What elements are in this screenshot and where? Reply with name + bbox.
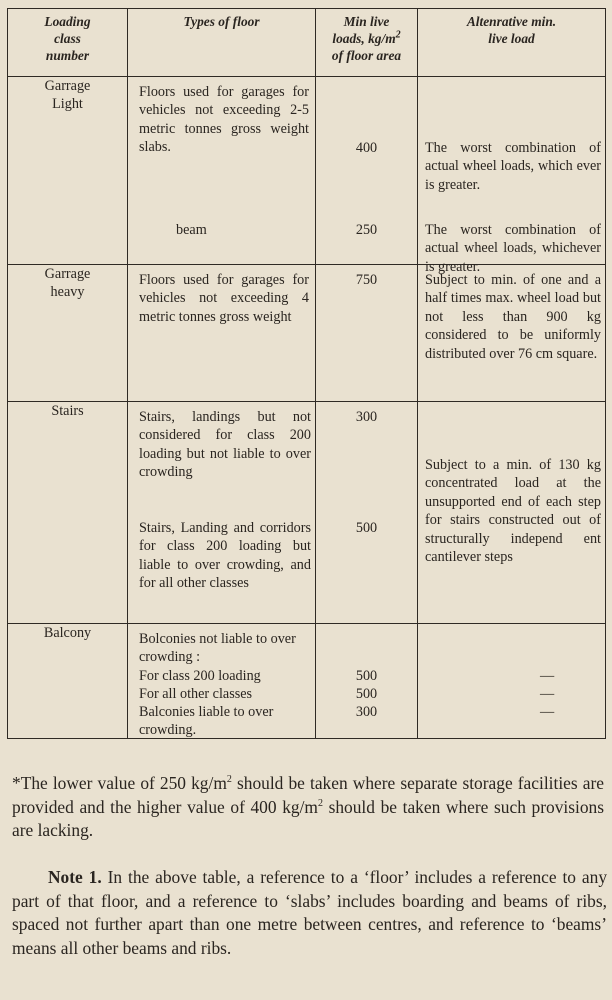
header-alternative-load	[418, 9, 606, 77]
class-cell	[8, 265, 128, 402]
note-text: In the above table, a reference to a ‘floor’ includes a reference to any part of that floor, and a reference to ‘slabs’ includes boarding and beams of ribs, spaced not further apart than one metre between centres, and reference to ‘beams’ means all other beams and ribs.	[12, 867, 608, 958]
load-value: 500	[355, 520, 378, 536]
alt-load-text: The worst combination of actual wheel loads, which ever is greater.	[425, 140, 601, 193]
floor-description: For class 200 loading	[139, 668, 261, 684]
load-value: 500	[355, 686, 378, 702]
header-text: live load	[488, 31, 535, 46]
header-text: number	[45, 48, 90, 63]
alt-cell	[418, 265, 606, 402]
alt-cell	[418, 77, 606, 275]
header-min-live-loads	[316, 9, 418, 77]
table-row-garage-light	[8, 77, 606, 265]
load-value: 300	[355, 409, 378, 425]
class-cell	[8, 77, 128, 265]
class-cell	[8, 402, 128, 624]
note-1	[12, 866, 607, 960]
class-label: Garrage	[44, 266, 91, 282]
table-row-stairs	[8, 402, 606, 624]
floor-cell	[128, 402, 316, 624]
header-types-of-floor	[128, 9, 316, 77]
load-value: 400	[355, 140, 378, 156]
footnote-sup: 2	[317, 797, 323, 809]
header-unit: loads, kg/m	[332, 31, 396, 46]
header-text: Min live	[343, 14, 390, 29]
floor-description: beam	[176, 222, 207, 238]
floor-description: Floors used for garages for vehicles not exceeding 2-5 metric tonnes gross weight slabs.	[139, 84, 309, 156]
footnote-text: should be taken where such provisions are lacking.	[12, 796, 604, 840]
floor-description: For all other classes	[139, 686, 253, 702]
load-cell	[316, 402, 418, 624]
load-value: 300	[355, 704, 378, 720]
load-cell	[316, 77, 418, 265]
header-text: Altenrative min.	[466, 14, 557, 29]
header-text	[316, 30, 417, 47]
alt-cell	[418, 624, 606, 739]
header-row	[8, 9, 606, 77]
table-row-balcony	[8, 624, 606, 739]
alt-cell	[418, 402, 606, 624]
load-value: 250	[355, 222, 378, 238]
load-cell	[316, 265, 418, 402]
table-row-garage-heavy	[8, 265, 606, 402]
dash-mark: —	[540, 668, 555, 684]
floor-cell	[128, 265, 316, 402]
floor-description: Floors used for garages for vehicles not exceeding 4 metric tonnes gross weight	[139, 272, 309, 325]
dash-mark: —	[540, 686, 555, 702]
header-text: of floor area	[331, 48, 402, 63]
dash-mark: —	[540, 704, 555, 720]
class-cell	[8, 624, 128, 739]
header-text: class	[54, 31, 81, 46]
alt-load-text: Subject to a min. of 130 kg concentrated load at the unsupported end of each step for stairs constructed out of structurally independ ent cantilever steps	[425, 457, 601, 566]
load-cell	[316, 624, 418, 739]
floor-description: Bolconies not liable to over crowding :	[139, 631, 296, 666]
live-load-table	[7, 8, 606, 739]
alt-load-text: Subject to min. of one and a half times max. wheel load but not less than 900 kg considered to be uniformly distributed over 76 cm square.	[425, 272, 601, 362]
header-unit-sup: 2	[395, 29, 401, 41]
header-loading-class	[8, 9, 128, 77]
load-value: 750	[355, 272, 378, 288]
floor-description: Stairs, landings but not considered for class 200 loading but not liable to over crowding	[139, 409, 311, 481]
footnote-text: *The lower value of 250 kg/m	[12, 773, 227, 793]
header-text: Types of floor	[183, 14, 260, 29]
class-label: Stairs	[51, 403, 84, 419]
load-value: 500	[355, 668, 378, 684]
alt-load-text: The worst combination of actual wheel loads, whichever is greater.	[425, 222, 601, 275]
floor-description: Stairs, Landing and corridors for class 200 loading but liable to over crowding, and for all other classes	[139, 520, 311, 592]
class-label: Garrage	[44, 78, 91, 94]
floor-cell	[128, 624, 316, 739]
floor-description: Balconies liable to over crowding.	[139, 704, 274, 739]
floor-cell	[128, 77, 316, 265]
note-label: Note 1.	[48, 867, 102, 887]
header-text: Loading	[44, 14, 91, 29]
class-label: Light	[52, 96, 83, 113]
footnote-sup: 2	[226, 774, 232, 786]
footnote-text: should be taken where separate storage facilities are provided and the higher value of 400 kg/m	[12, 773, 604, 817]
class-label: heavy	[50, 284, 85, 301]
footnote	[12, 772, 604, 843]
class-label: Balcony	[43, 625, 92, 641]
